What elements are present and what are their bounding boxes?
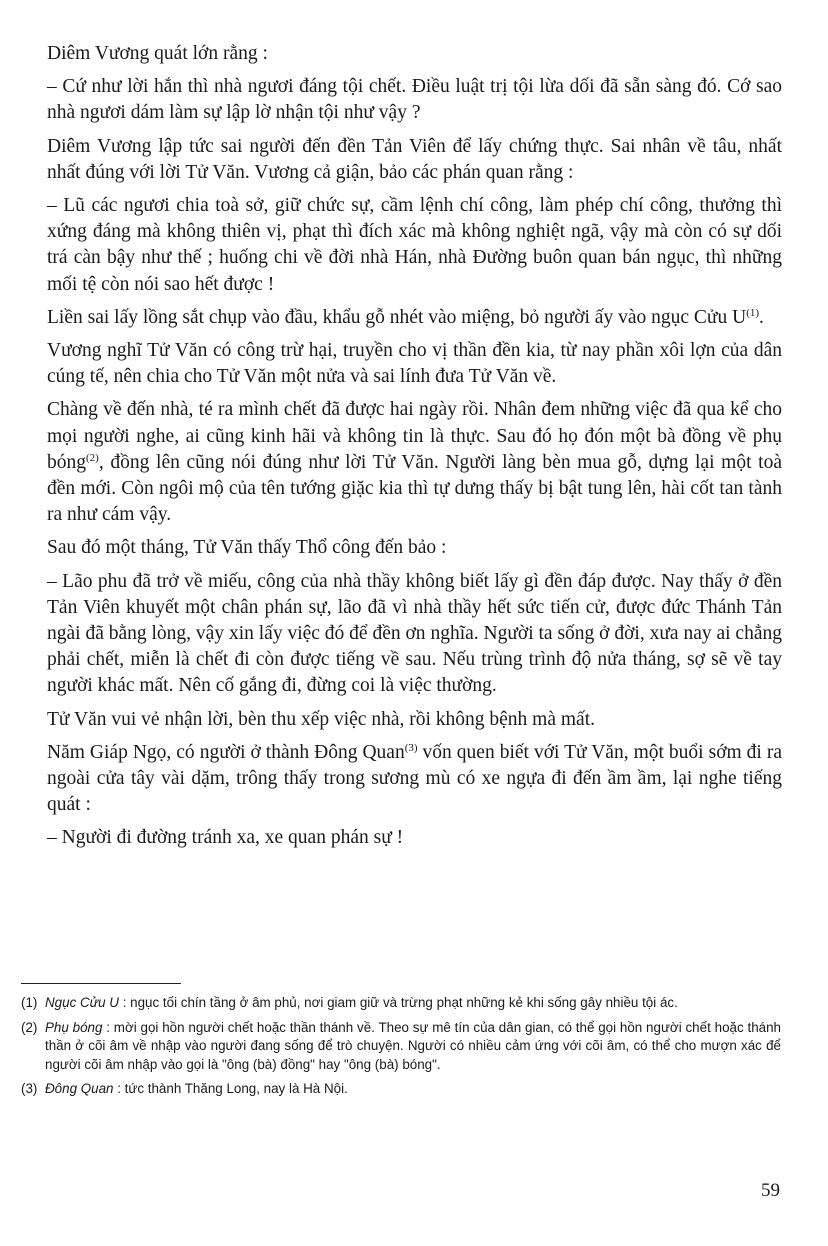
footnotes: [21, 994, 781, 1105]
paragraph: Tử Văn vui vẻ nhận lời, bèn thu xếp việc nhà, rồi không bệnh mà mất.: [47, 708, 595, 730]
paragraph: Sau đó một tháng, Tử Văn thấy Thổ công đến bảo :: [47, 537, 447, 559]
footnote-number: (1): [21, 995, 38, 1010]
footnote-term: Đông Quan: [45, 1081, 114, 1097]
footnote-ref: (2): [86, 451, 99, 464]
footnote-number: (2): [21, 1019, 38, 1035]
footnote-text: : ngục tối chín tầng ở âm phủ, nơi giam giữ và trừng phạt những kẻ khi sống gây nhiều tội ác.: [118, 995, 678, 1010]
paragraph: Liền sai lấy lồng sắt chụp vào đầu, khẩu gỗ nhét vào miệng, bỏ người ấy vào ngục Cửu $U^{(1)}$.: [47, 306, 764, 328]
paragraph: – Cứ như lời hắn thì nhà ngươi đáng tội chết. Điều luật trị tội lừa dối đã sẵn sàng đó. Cớ sao nhà ngươi dám làm sự lập lờ nhận tội như vậy ?: [47, 76, 782, 124]
footnote: [21, 1080, 781, 1099]
footnote-text: : tức thành Thăng Long, nay là Hà Nội.: [113, 1081, 348, 1097]
footnote-text: : mời gọi hồn người chết hoặc thần thánh về. Theo sự mê tín của dân gian, có thể gọi hồn người chết hoặc thánh thần ở cõi âm về nhập vào người đang sống để trò chuyện. Người có nhiều cảm ứng với cõi âm, có thể cho mượn xác để người cõi âm nhập vào gọi là "ông (bà) đồng" hay "ông (bà) bóng".: [45, 1019, 781, 1072]
footnote-ref: (1): [746, 306, 760, 319]
page-number: 59: [761, 1180, 780, 1201]
body-text: [47, 41, 782, 859]
paragraph: Diêm Vương lập tức sai người đến đền Tản Viên để lấy chứng thực. Sai nhân về tâu, nhất nhất đúng với lời Tử Văn. Vương cả giận, bảo các phán quan rằng :: [47, 135, 782, 183]
footnote: [21, 994, 781, 1013]
paragraph: Vương nghĩ Tử Văn có công trừ hại, truyền cho vị thần đền kia, từ nay phần xôi lợn của dân cúng tế, nên chia cho Tử Văn một nửa và sai lính đưa Tử Văn về.: [47, 340, 782, 388]
footnote-number: (3): [21, 1081, 38, 1097]
paragraph: Diêm Vương quát lớn rằng :: [47, 43, 268, 64]
paragraph: Năm Giáp Ngọ, có người ở thành Đông Quan$^{(3)}$ vốn quen biết với Tử Văn, một buổi sớm đi ra ngoài cửa tây vài dặm, trông thấy trong sương mù có xe ngựa đi đến ầm ầm, lại nghe tiếng quát :: [47, 741, 782, 816]
paragraph: – Lão phu đã trở về miếu, công của nhà thầy không biết lấy gì đền đáp được. Nay thấy ở đền Tản Viên khuyết một chân phán sự, lão đã vì nhà thầy hết sức tiến cử, được đức Thánh Tản ngài đã bằng lòng, vậy xin lấy việc đó để đền ơn nghĩa. Người ta sống ở đời, xưa nay ai chẳng phải chết, miễn là chết đi còn được tiếng về sau. Nếu trùng trình độ nửa tháng, sợ sẽ về tay người khác mất. Nên cố gắng đi, đừng coi là việc thường.: [47, 570, 782, 697]
paragraph: Chàng về đến nhà, té ra mình chết đã được hai ngày rồi. Nhân đem những việc đã qua kể cho mọi người nghe, ai cũng kinh hãi và không tin là thực. Sau đó họ đón một bà đồng về phụ bóng$^{(2)}$, đồng lên cũng nói đúng như lời Tử Văn. Người làng bèn mua gỗ, dựng lại một toà đền mới. Còn ngôi mộ của tên tướng giặc kia thì tự dưng thấy bị bật tung lên, hài cốt tan tành ra như cám vậy.: [47, 399, 782, 526]
paragraph: – Lũ các ngươi chia toà sở, giữ chức sự, cầm lệnh chí công, làm phép chí công, thưởng thì xứng đáng mà không thiên vị, phạt thì đích xác mà không nghiệt ngã, vậy mà còn có sự dối trá càn bậy như thế ; huống chi về đời nhà Hán, nhà Đường buôn quan bán ngục, thì những mối tệ còn nói sao hết được !: [47, 195, 782, 295]
footnote-divider: [21, 983, 181, 984]
footnote-ref: (3): [404, 741, 418, 754]
footnote-term: Phụ bóng: [45, 1019, 103, 1035]
paragraph: – Người đi đường tránh xa, xe quan phán sự !: [47, 827, 404, 849]
footnote-term: Ngục Cửu U: [45, 995, 119, 1010]
footnote: [21, 1019, 781, 1075]
